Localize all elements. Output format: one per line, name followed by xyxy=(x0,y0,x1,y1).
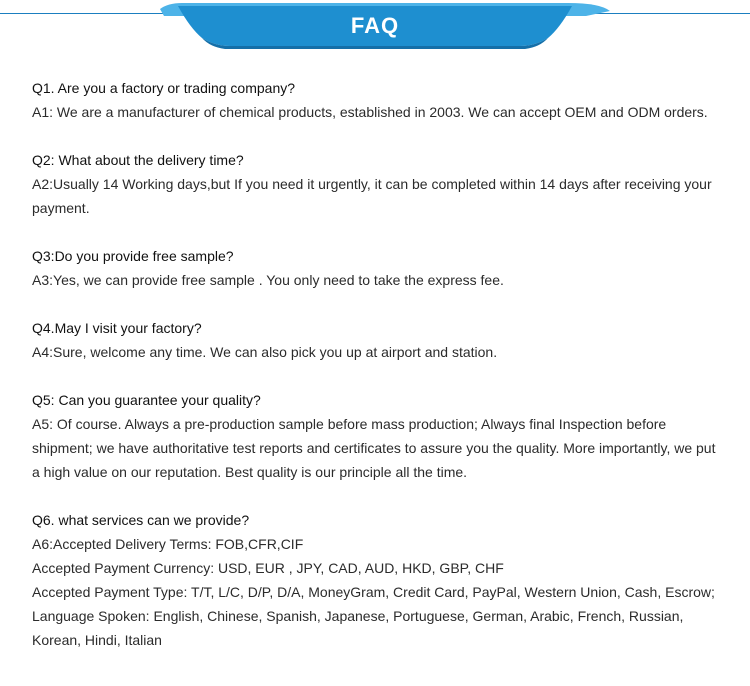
faq-answer-line: A4:Sure, welcome any time. We can also pick you up at airport and station. xyxy=(32,344,498,360)
faq-item xyxy=(32,316,722,364)
faq-question: Q3:Do you provide free sample? xyxy=(32,248,234,264)
faq-answer-line: A5: Of course. Always a pre-production sample before mass production; Always final Inspection before shipment; we have authoritative test reports and certificates to assure you the quality. More importantly, we put a high value on our reputation. Best quality is our principle all the time. xyxy=(32,416,716,480)
faq-answer xyxy=(32,532,722,652)
faq-answer-line: Accepted Payment Currency: USD, EUR , JPY, CAD, AUD, HKD, GBP, CHF xyxy=(32,560,504,576)
faq-answer-line: A3:Yes, we can provide free sample . You only need to take the express fee. xyxy=(32,272,504,288)
page-title: FAQ xyxy=(350,13,400,38)
faq-question: Q2: What about the delivery time? xyxy=(32,152,244,168)
faq-question: Q4.May I visit your factory? xyxy=(32,320,202,336)
faq-header-banner xyxy=(0,0,750,52)
faq-item xyxy=(32,508,722,652)
faq-answer-line: Language Spoken: English, Chinese, Spanish, Japanese, Portuguese, German, Arabic, French, Russian, Korean, Hindi, Italian xyxy=(32,608,684,648)
faq-question: Q6. what services can we provide? xyxy=(32,512,250,528)
faq-answer-line: A2:Usually 14 Working days,but If you need it urgently, it can be completed within 14 days after receiving your payment. xyxy=(32,176,712,216)
faq-answer-line: A1: We are a manufacturer of chemical products, established in 2003. We can accept OEM and ODM orders. xyxy=(32,104,708,120)
faq-answer xyxy=(32,268,722,292)
faq-item xyxy=(32,76,722,124)
faq-answer-line: Accepted Payment Type: T/T, L/C, D/P, D/A, MoneyGram, Credit Card, PayPal, Western Union, Cash, Escrow; xyxy=(32,584,715,600)
faq-question: Q5: Can you guarantee your quality? xyxy=(32,392,261,408)
faq-answer xyxy=(32,172,722,220)
faq-item xyxy=(32,388,722,484)
faq-list xyxy=(32,76,722,676)
faq-answer xyxy=(32,100,722,124)
faq-answer xyxy=(32,340,722,364)
faq-answer xyxy=(32,412,722,484)
faq-item xyxy=(32,148,722,220)
faq-question: Q1. Are you a factory or trading company? xyxy=(32,80,296,96)
faq-item xyxy=(32,244,722,292)
faq-answer-line: A6:Accepted Delivery Terms: FOB,CFR,CIF xyxy=(32,536,304,552)
